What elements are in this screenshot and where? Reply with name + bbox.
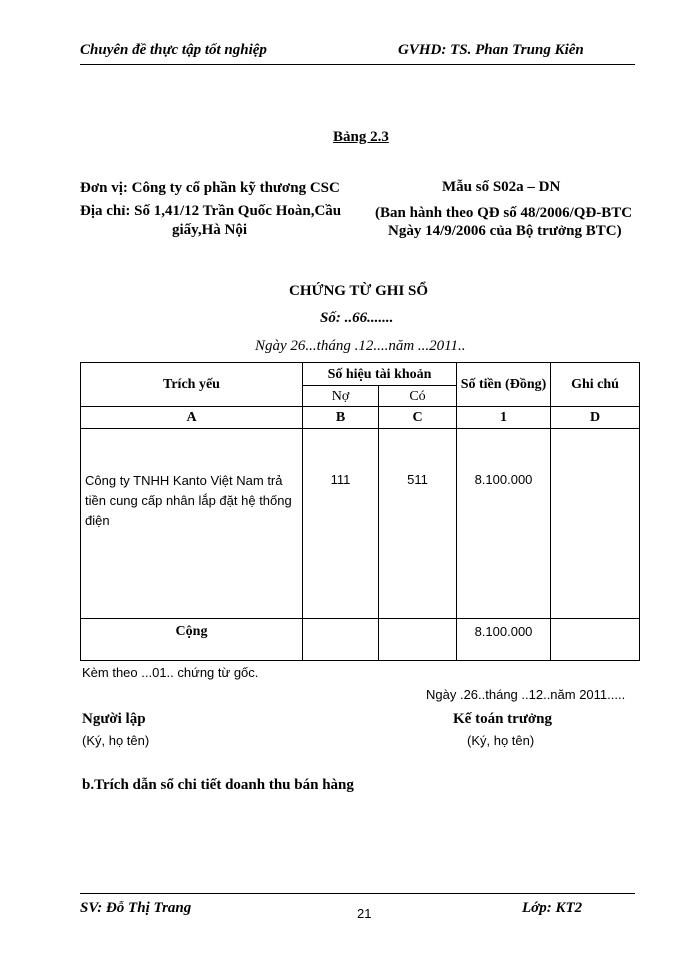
- accountant-sign: (Ký, họ tên): [467, 733, 535, 748]
- voucher-number: Số: ..66.......: [320, 310, 394, 326]
- total-note-empty: [551, 619, 640, 661]
- table-ref: Bảng 2.3: [333, 129, 389, 145]
- preparer-title: Người lập: [82, 711, 146, 727]
- total-credit-empty: [379, 619, 457, 661]
- address-line1: Địa chỉ: Số 1,41/12 Trần Quốc Hoàn,Cầu: [80, 203, 342, 219]
- sign-date: Ngày .26..tháng ..12..năm 2011.....: [426, 687, 626, 702]
- address-line2: giấy,Hà Nội: [172, 222, 248, 238]
- total-debit-empty: [303, 619, 379, 661]
- col-debit-header: Nợ: [303, 386, 379, 407]
- letter-b: B: [303, 407, 379, 429]
- row-credit: 511: [379, 429, 457, 619]
- unit-name: Đơn vị: Công ty cổ phần kỹ thương CSC: [80, 180, 340, 196]
- row-amount: 8.100.000: [457, 429, 551, 619]
- letter-1: 1: [457, 407, 551, 429]
- col-note-header: Ghi chú: [551, 363, 640, 407]
- row-debit: 111: [303, 429, 379, 619]
- total-label: Cộng: [81, 619, 303, 661]
- col-credit-header: Có: [379, 386, 457, 407]
- row-note: [551, 429, 640, 619]
- section-heading: b.Trích dẫn sổ chi tiết doanh thu bán hàng: [82, 777, 354, 793]
- header-rule: [80, 64, 635, 65]
- header-right: GVHD: TS. Phan Trung Kiên: [398, 42, 584, 58]
- col-account-header: Số hiệu tài khoản: [303, 363, 457, 386]
- col-amount-header: Số tiền (Đồng): [457, 363, 551, 407]
- footer-student: SV: Đỗ Thị Trang: [80, 900, 192, 916]
- col-summary-header: Trích yếu: [81, 363, 303, 407]
- form-code: Mẫu số S02a – DN: [442, 179, 561, 195]
- letter-c: C: [379, 407, 457, 429]
- form-note-2: Ngày 14/9/2006 của Bộ trưởng BTC): [388, 223, 622, 239]
- row-description: Công ty TNHH Kanto Việt Nam trả tiền cung cấp nhân lắp đặt hệ thống điện: [81, 429, 303, 619]
- total-amount: 8.100.000: [457, 619, 551, 661]
- form-note-1: (Ban hành theo QĐ số 48/2006/QĐ-BTC: [375, 205, 633, 221]
- preparer-sign: (Ký, họ tên): [82, 733, 150, 748]
- accountant-title: Kế toán trưởng: [453, 711, 552, 727]
- footer-rule: [80, 893, 635, 894]
- voucher-title: CHỨNG TỪ GHI SỔ: [289, 283, 429, 299]
- attached-docs: Kèm theo ...01.. chứng từ gốc.: [82, 665, 259, 680]
- ledger-table: [80, 362, 640, 661]
- header-left: Chuyên đề thực tập tốt nghiệp: [80, 42, 267, 58]
- voucher-date: Ngày 26...tháng .12....năm ...2011..: [255, 338, 466, 354]
- letter-a: A: [81, 407, 303, 429]
- letter-d: D: [551, 407, 640, 429]
- footer-class: Lớp: KT2: [522, 900, 583, 916]
- page-number: 21: [357, 906, 372, 921]
